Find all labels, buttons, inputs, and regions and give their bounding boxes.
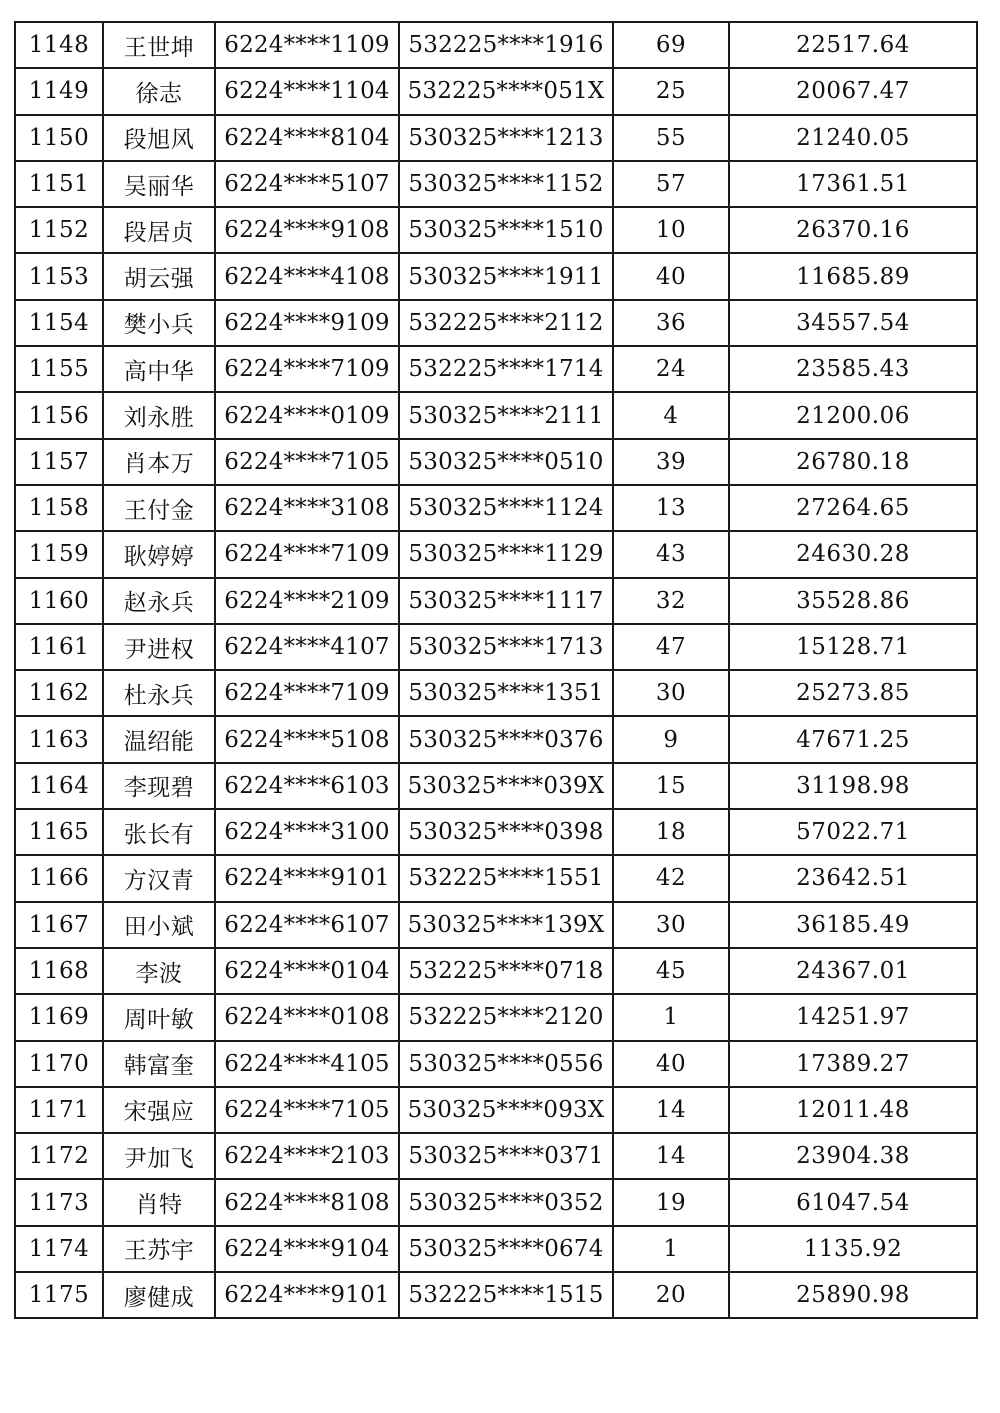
row-number-cell: 1148 — [15, 22, 103, 68]
bank-card-cell: 6224****5107 — [215, 161, 399, 207]
row-number-cell: 1159 — [15, 531, 103, 577]
count-cell: 10 — [613, 207, 729, 253]
name-cell: 徐志 — [103, 68, 215, 114]
id-number-cell: 530325****0674 — [399, 1226, 613, 1272]
row-number-cell: 1162 — [15, 670, 103, 716]
count-cell: 14 — [613, 1133, 729, 1179]
bank-card-cell: 6224****0104 — [215, 948, 399, 994]
row-number-cell: 1149 — [15, 68, 103, 114]
id-number-cell: 530325****1351 — [399, 670, 613, 716]
row-number-cell: 1167 — [15, 902, 103, 948]
count-cell: 40 — [613, 253, 729, 299]
amount-cell: 61047.54 — [729, 1179, 977, 1225]
count-cell: 69 — [613, 22, 729, 68]
amount-cell: 17389.27 — [729, 1041, 977, 1087]
row-number-cell: 1169 — [15, 994, 103, 1040]
row-number-cell: 1174 — [15, 1226, 103, 1272]
amount-cell: 23904.38 — [729, 1133, 977, 1179]
count-cell: 40 — [613, 1041, 729, 1087]
name-cell: 肖本万 — [103, 439, 215, 485]
amount-cell: 17361.51 — [729, 161, 977, 207]
row-number-cell: 1157 — [15, 439, 103, 485]
table-row — [15, 300, 977, 346]
bank-card-cell: 6224****7105 — [215, 439, 399, 485]
amount-cell: 36185.49 — [729, 902, 977, 948]
table-row — [15, 1133, 977, 1179]
id-number-cell: 530325****0352 — [399, 1179, 613, 1225]
row-number-cell: 1172 — [15, 1133, 103, 1179]
id-number-cell: 532225****1515 — [399, 1272, 613, 1318]
amount-cell: 14251.97 — [729, 994, 977, 1040]
id-number-cell: 530325****0376 — [399, 716, 613, 762]
id-number-cell: 530325****0371 — [399, 1133, 613, 1179]
table-row — [15, 68, 977, 114]
name-cell: 温绍能 — [103, 716, 215, 762]
id-number-cell: 532225****1916 — [399, 22, 613, 68]
id-number-cell: 532225****1551 — [399, 855, 613, 901]
name-cell: 樊小兵 — [103, 300, 215, 346]
count-cell: 24 — [613, 346, 729, 392]
count-cell: 45 — [613, 948, 729, 994]
row-number-cell: 1158 — [15, 485, 103, 531]
row-number-cell: 1150 — [15, 115, 103, 161]
row-number-cell: 1151 — [15, 161, 103, 207]
name-cell: 赵永兵 — [103, 578, 215, 624]
id-number-cell: 530325****093X — [399, 1087, 613, 1133]
id-number-cell: 532225****051X — [399, 68, 613, 114]
table-row — [15, 1041, 977, 1087]
document-page — [14, 21, 976, 1319]
amount-cell: 23585.43 — [729, 346, 977, 392]
amount-cell: 25890.98 — [729, 1272, 977, 1318]
bank-card-cell: 6224****0109 — [215, 392, 399, 438]
name-cell: 李现碧 — [103, 763, 215, 809]
name-cell: 田小斌 — [103, 902, 215, 948]
count-cell: 47 — [613, 624, 729, 670]
row-number-cell: 1152 — [15, 207, 103, 253]
row-number-cell: 1163 — [15, 716, 103, 762]
id-number-cell: 530325****1117 — [399, 578, 613, 624]
count-cell: 30 — [613, 670, 729, 716]
row-number-cell: 1161 — [15, 624, 103, 670]
table-row — [15, 115, 977, 161]
bank-card-cell: 6224****7109 — [215, 670, 399, 716]
id-number-cell: 530325****1213 — [399, 115, 613, 161]
table-row — [15, 1226, 977, 1272]
count-cell: 36 — [613, 300, 729, 346]
amount-cell: 21200.06 — [729, 392, 977, 438]
row-number-cell: 1154 — [15, 300, 103, 346]
amount-cell: 12011.48 — [729, 1087, 977, 1133]
bank-card-cell: 6224****3100 — [215, 809, 399, 855]
id-number-cell: 530325****1152 — [399, 161, 613, 207]
amount-cell: 26780.18 — [729, 439, 977, 485]
bank-card-cell: 6224****9108 — [215, 207, 399, 253]
count-cell: 32 — [613, 578, 729, 624]
name-cell: 段旭风 — [103, 115, 215, 161]
name-cell: 尹进权 — [103, 624, 215, 670]
table-row — [15, 207, 977, 253]
row-number-cell: 1173 — [15, 1179, 103, 1225]
table-row — [15, 1272, 977, 1318]
name-cell: 段居贞 — [103, 207, 215, 253]
row-number-cell: 1170 — [15, 1041, 103, 1087]
bank-card-cell: 6224****4108 — [215, 253, 399, 299]
bank-card-cell: 6224****9109 — [215, 300, 399, 346]
name-cell: 李波 — [103, 948, 215, 994]
table-row — [15, 809, 977, 855]
id-number-cell: 530325****039X — [399, 763, 613, 809]
name-cell: 王世坤 — [103, 22, 215, 68]
count-cell: 39 — [613, 439, 729, 485]
row-number-cell: 1165 — [15, 809, 103, 855]
row-number-cell: 1166 — [15, 855, 103, 901]
bank-card-cell: 6224****2109 — [215, 578, 399, 624]
bank-card-cell: 6224****9104 — [215, 1226, 399, 1272]
row-number-cell: 1168 — [15, 948, 103, 994]
bank-card-cell: 6224****7109 — [215, 346, 399, 392]
records-table — [14, 21, 978, 1319]
table-row — [15, 161, 977, 207]
id-number-cell: 530325****0510 — [399, 439, 613, 485]
amount-cell: 31198.98 — [729, 763, 977, 809]
name-cell: 尹加飞 — [103, 1133, 215, 1179]
bank-card-cell: 6224****7105 — [215, 1087, 399, 1133]
table-row — [15, 1179, 977, 1225]
table-row — [15, 994, 977, 1040]
id-number-cell: 530325****2111 — [399, 392, 613, 438]
table-row — [15, 578, 977, 624]
table-row — [15, 1087, 977, 1133]
count-cell: 30 — [613, 902, 729, 948]
bank-card-cell: 6224****4107 — [215, 624, 399, 670]
name-cell: 耿婷婷 — [103, 531, 215, 577]
count-cell: 57 — [613, 161, 729, 207]
amount-cell: 25273.85 — [729, 670, 977, 716]
count-cell: 20 — [613, 1272, 729, 1318]
amount-cell: 15128.71 — [729, 624, 977, 670]
name-cell: 肖特 — [103, 1179, 215, 1225]
bank-card-cell: 6224****8108 — [215, 1179, 399, 1225]
table-row — [15, 531, 977, 577]
row-number-cell: 1171 — [15, 1087, 103, 1133]
bank-card-cell: 6224****9101 — [215, 855, 399, 901]
table-row — [15, 670, 977, 716]
bank-card-cell: 6224****0108 — [215, 994, 399, 1040]
row-number-cell: 1156 — [15, 392, 103, 438]
table-row — [15, 855, 977, 901]
bank-card-cell: 6224****3108 — [215, 485, 399, 531]
name-cell: 周叶敏 — [103, 994, 215, 1040]
bank-card-cell: 6224****8104 — [215, 115, 399, 161]
bank-card-cell: 6224****4105 — [215, 1041, 399, 1087]
count-cell: 13 — [613, 485, 729, 531]
table-row — [15, 253, 977, 299]
amount-cell: 22517.64 — [729, 22, 977, 68]
name-cell: 廖健成 — [103, 1272, 215, 1318]
count-cell: 15 — [613, 763, 729, 809]
amount-cell: 1135.92 — [729, 1226, 977, 1272]
bank-card-cell: 6224****2103 — [215, 1133, 399, 1179]
table-row — [15, 948, 977, 994]
bank-card-cell: 6224****1104 — [215, 68, 399, 114]
count-cell: 1 — [613, 1226, 729, 1272]
id-number-cell: 532225****1714 — [399, 346, 613, 392]
records-table-body — [15, 22, 977, 1318]
count-cell: 19 — [613, 1179, 729, 1225]
count-cell: 4 — [613, 392, 729, 438]
count-cell: 55 — [613, 115, 729, 161]
row-number-cell: 1153 — [15, 253, 103, 299]
amount-cell: 34557.54 — [729, 300, 977, 346]
count-cell: 25 — [613, 68, 729, 114]
table-row — [15, 346, 977, 392]
id-number-cell: 530325****1129 — [399, 531, 613, 577]
name-cell: 胡云强 — [103, 253, 215, 299]
row-number-cell: 1155 — [15, 346, 103, 392]
bank-card-cell: 6224****7109 — [215, 531, 399, 577]
id-number-cell: 530325****0398 — [399, 809, 613, 855]
bank-card-cell: 6224****6103 — [215, 763, 399, 809]
amount-cell: 57022.71 — [729, 809, 977, 855]
id-number-cell: 530325****1124 — [399, 485, 613, 531]
id-number-cell: 530325****139X — [399, 902, 613, 948]
id-number-cell: 530325****0556 — [399, 1041, 613, 1087]
name-cell: 吴丽华 — [103, 161, 215, 207]
id-number-cell: 532225****2112 — [399, 300, 613, 346]
row-number-cell: 1175 — [15, 1272, 103, 1318]
id-number-cell: 532225****2120 — [399, 994, 613, 1040]
count-cell: 14 — [613, 1087, 729, 1133]
count-cell: 1 — [613, 994, 729, 1040]
amount-cell: 24630.28 — [729, 531, 977, 577]
table-row — [15, 902, 977, 948]
name-cell: 方汉青 — [103, 855, 215, 901]
bank-card-cell: 6224****6107 — [215, 902, 399, 948]
id-number-cell: 530325****1911 — [399, 253, 613, 299]
name-cell: 王付金 — [103, 485, 215, 531]
amount-cell: 47671.25 — [729, 716, 977, 762]
bank-card-cell: 6224****1109 — [215, 22, 399, 68]
name-cell: 王苏宇 — [103, 1226, 215, 1272]
amount-cell: 23642.51 — [729, 855, 977, 901]
row-number-cell: 1160 — [15, 578, 103, 624]
amount-cell: 21240.05 — [729, 115, 977, 161]
name-cell: 韩富奎 — [103, 1041, 215, 1087]
count-cell: 43 — [613, 531, 729, 577]
amount-cell: 27264.65 — [729, 485, 977, 531]
table-row — [15, 485, 977, 531]
name-cell: 杜永兵 — [103, 670, 215, 716]
name-cell: 张长有 — [103, 809, 215, 855]
amount-cell: 26370.16 — [729, 207, 977, 253]
bank-card-cell: 6224****5108 — [215, 716, 399, 762]
id-number-cell: 530325****1713 — [399, 624, 613, 670]
name-cell: 刘永胜 — [103, 392, 215, 438]
table-row — [15, 439, 977, 485]
table-row — [15, 624, 977, 670]
table-row — [15, 22, 977, 68]
amount-cell: 20067.47 — [729, 68, 977, 114]
name-cell: 高中华 — [103, 346, 215, 392]
bank-card-cell: 6224****9101 — [215, 1272, 399, 1318]
row-number-cell: 1164 — [15, 763, 103, 809]
count-cell: 42 — [613, 855, 729, 901]
table-row — [15, 392, 977, 438]
count-cell: 18 — [613, 809, 729, 855]
amount-cell: 24367.01 — [729, 948, 977, 994]
table-row — [15, 716, 977, 762]
amount-cell: 35528.86 — [729, 578, 977, 624]
name-cell: 宋强应 — [103, 1087, 215, 1133]
id-number-cell: 532225****0718 — [399, 948, 613, 994]
amount-cell: 11685.89 — [729, 253, 977, 299]
table-row — [15, 763, 977, 809]
count-cell: 9 — [613, 716, 729, 762]
id-number-cell: 530325****1510 — [399, 207, 613, 253]
